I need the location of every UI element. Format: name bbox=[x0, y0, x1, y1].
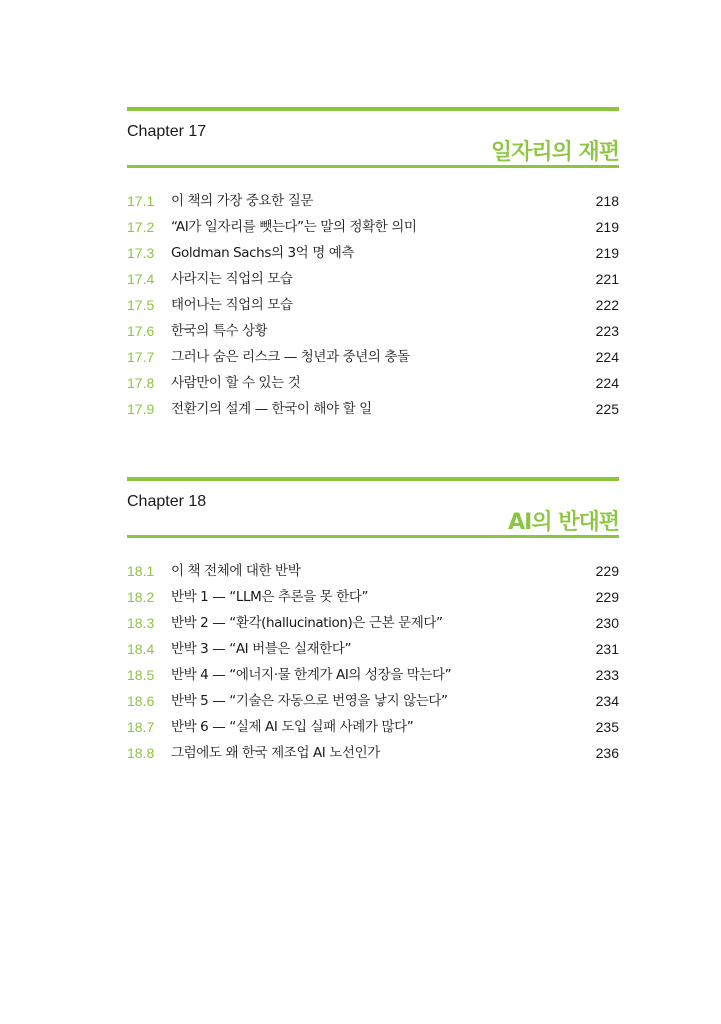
toc-entry[interactable] bbox=[127, 636, 619, 662]
toc-entry[interactable] bbox=[127, 292, 619, 318]
toc-entry[interactable] bbox=[127, 714, 619, 740]
section-number: 18.6 bbox=[127, 693, 155, 709]
page-number: 229 bbox=[595, 589, 619, 605]
section-title: 사라지는 직업의 모습 bbox=[171, 271, 293, 287]
section-title: Goldman Sachs의 3억 명 예측 bbox=[171, 245, 355, 261]
section-title: 사람만이 할 수 있는 것 bbox=[171, 375, 301, 391]
page-number: 224 bbox=[595, 349, 619, 365]
section-number: 17.8 bbox=[127, 375, 155, 391]
page-number: 231 bbox=[595, 641, 619, 657]
section-number: 17.9 bbox=[127, 401, 155, 417]
section-number: 17.5 bbox=[127, 297, 155, 313]
page-number: 219 bbox=[595, 219, 619, 235]
chapter-header bbox=[127, 481, 619, 533]
toc-entry[interactable] bbox=[127, 266, 619, 292]
section-number: 18.5 bbox=[127, 667, 155, 683]
section-title: 이 책 전체에 대한 반박 bbox=[171, 563, 301, 579]
section-number: 17.2 bbox=[127, 219, 155, 235]
section-number: 17.3 bbox=[127, 245, 155, 261]
toc-entry[interactable] bbox=[127, 662, 619, 688]
page-number: 218 bbox=[595, 193, 619, 209]
section-title: 반박 1 — “LLM은 추론을 못 한다” bbox=[171, 589, 369, 605]
page-number: 234 bbox=[595, 693, 619, 709]
toc-entry[interactable] bbox=[127, 344, 619, 370]
section-title: 반박 6 — “실제 AI 도입 실패 사례가 많다” bbox=[171, 719, 414, 735]
page-number: 233 bbox=[595, 667, 619, 683]
section-number: 18.1 bbox=[127, 563, 155, 579]
section-number: 17.6 bbox=[127, 323, 155, 339]
section-title: 한국의 특수 상황 bbox=[171, 323, 268, 339]
section-title: 전환기의 설계 — 한국이 해야 할 일 bbox=[171, 401, 372, 417]
section-number: 18.8 bbox=[127, 745, 155, 761]
page-number: 221 bbox=[595, 271, 619, 287]
page-number: 225 bbox=[595, 401, 619, 417]
toc-entry[interactable] bbox=[127, 396, 619, 422]
toc-entry[interactable] bbox=[127, 688, 619, 714]
toc-entry[interactable] bbox=[127, 240, 619, 266]
toc-entry[interactable] bbox=[127, 214, 619, 240]
page-number: 223 bbox=[595, 323, 619, 339]
page-number: 235 bbox=[595, 719, 619, 735]
page-number: 222 bbox=[595, 297, 619, 313]
chapter-title: AI의 반대편 bbox=[508, 510, 619, 535]
page-number: 236 bbox=[595, 745, 619, 761]
chapter-label: Chapter 18 bbox=[127, 493, 207, 510]
section-number: 18.3 bbox=[127, 615, 155, 631]
section-title: 반박 4 — “에너지·물 한계가 AI의 성장을 막는다” bbox=[171, 667, 452, 683]
toc-list bbox=[127, 188, 619, 422]
section-title: 반박 5 — “기술은 자동으로 번영을 낳지 않는다” bbox=[171, 693, 448, 709]
toc-entry[interactable] bbox=[127, 188, 619, 214]
toc-entry[interactable] bbox=[127, 584, 619, 610]
toc-entry[interactable] bbox=[127, 740, 619, 766]
toc-entry[interactable] bbox=[127, 558, 619, 584]
chapter-header bbox=[127, 111, 619, 163]
toc-list bbox=[127, 558, 619, 766]
section-number: 17.4 bbox=[127, 271, 155, 287]
toc-entry[interactable] bbox=[127, 318, 619, 344]
chapter-17-block bbox=[127, 107, 619, 422]
chapter-18-block bbox=[127, 477, 619, 766]
page-number: 230 bbox=[595, 615, 619, 631]
page-number: 219 bbox=[595, 245, 619, 261]
section-number: 18.4 bbox=[127, 641, 155, 657]
section-number: 17.1 bbox=[127, 193, 155, 209]
section-number: 18.7 bbox=[127, 719, 155, 735]
page-number: 229 bbox=[595, 563, 619, 579]
page-number: 224 bbox=[595, 375, 619, 391]
toc-entry[interactable] bbox=[127, 610, 619, 636]
section-number: 18.2 bbox=[127, 589, 155, 605]
section-title: 그럼에도 왜 한국 제조업 AI 노선인가 bbox=[171, 745, 380, 761]
toc-entry[interactable] bbox=[127, 370, 619, 396]
section-title: 이 책의 가장 중요한 질문 bbox=[171, 193, 313, 209]
section-title: 반박 3 — “AI 버블은 실재한다” bbox=[171, 641, 352, 657]
section-title: 그러나 숨은 리스크 — 청년과 중년의 충돌 bbox=[171, 349, 410, 365]
section-number: 17.7 bbox=[127, 349, 155, 365]
chapter-title: 일자리의 재편 bbox=[490, 140, 619, 165]
section-title: “AI가 일자리를 뺏는다”는 말의 정확한 의미 bbox=[171, 219, 417, 235]
section-title: 반박 2 — “환각(hallucination)은 근본 문제다” bbox=[171, 615, 443, 631]
section-title: 태어나는 직업의 모습 bbox=[171, 297, 293, 313]
chapter-label: Chapter 17 bbox=[127, 123, 207, 140]
